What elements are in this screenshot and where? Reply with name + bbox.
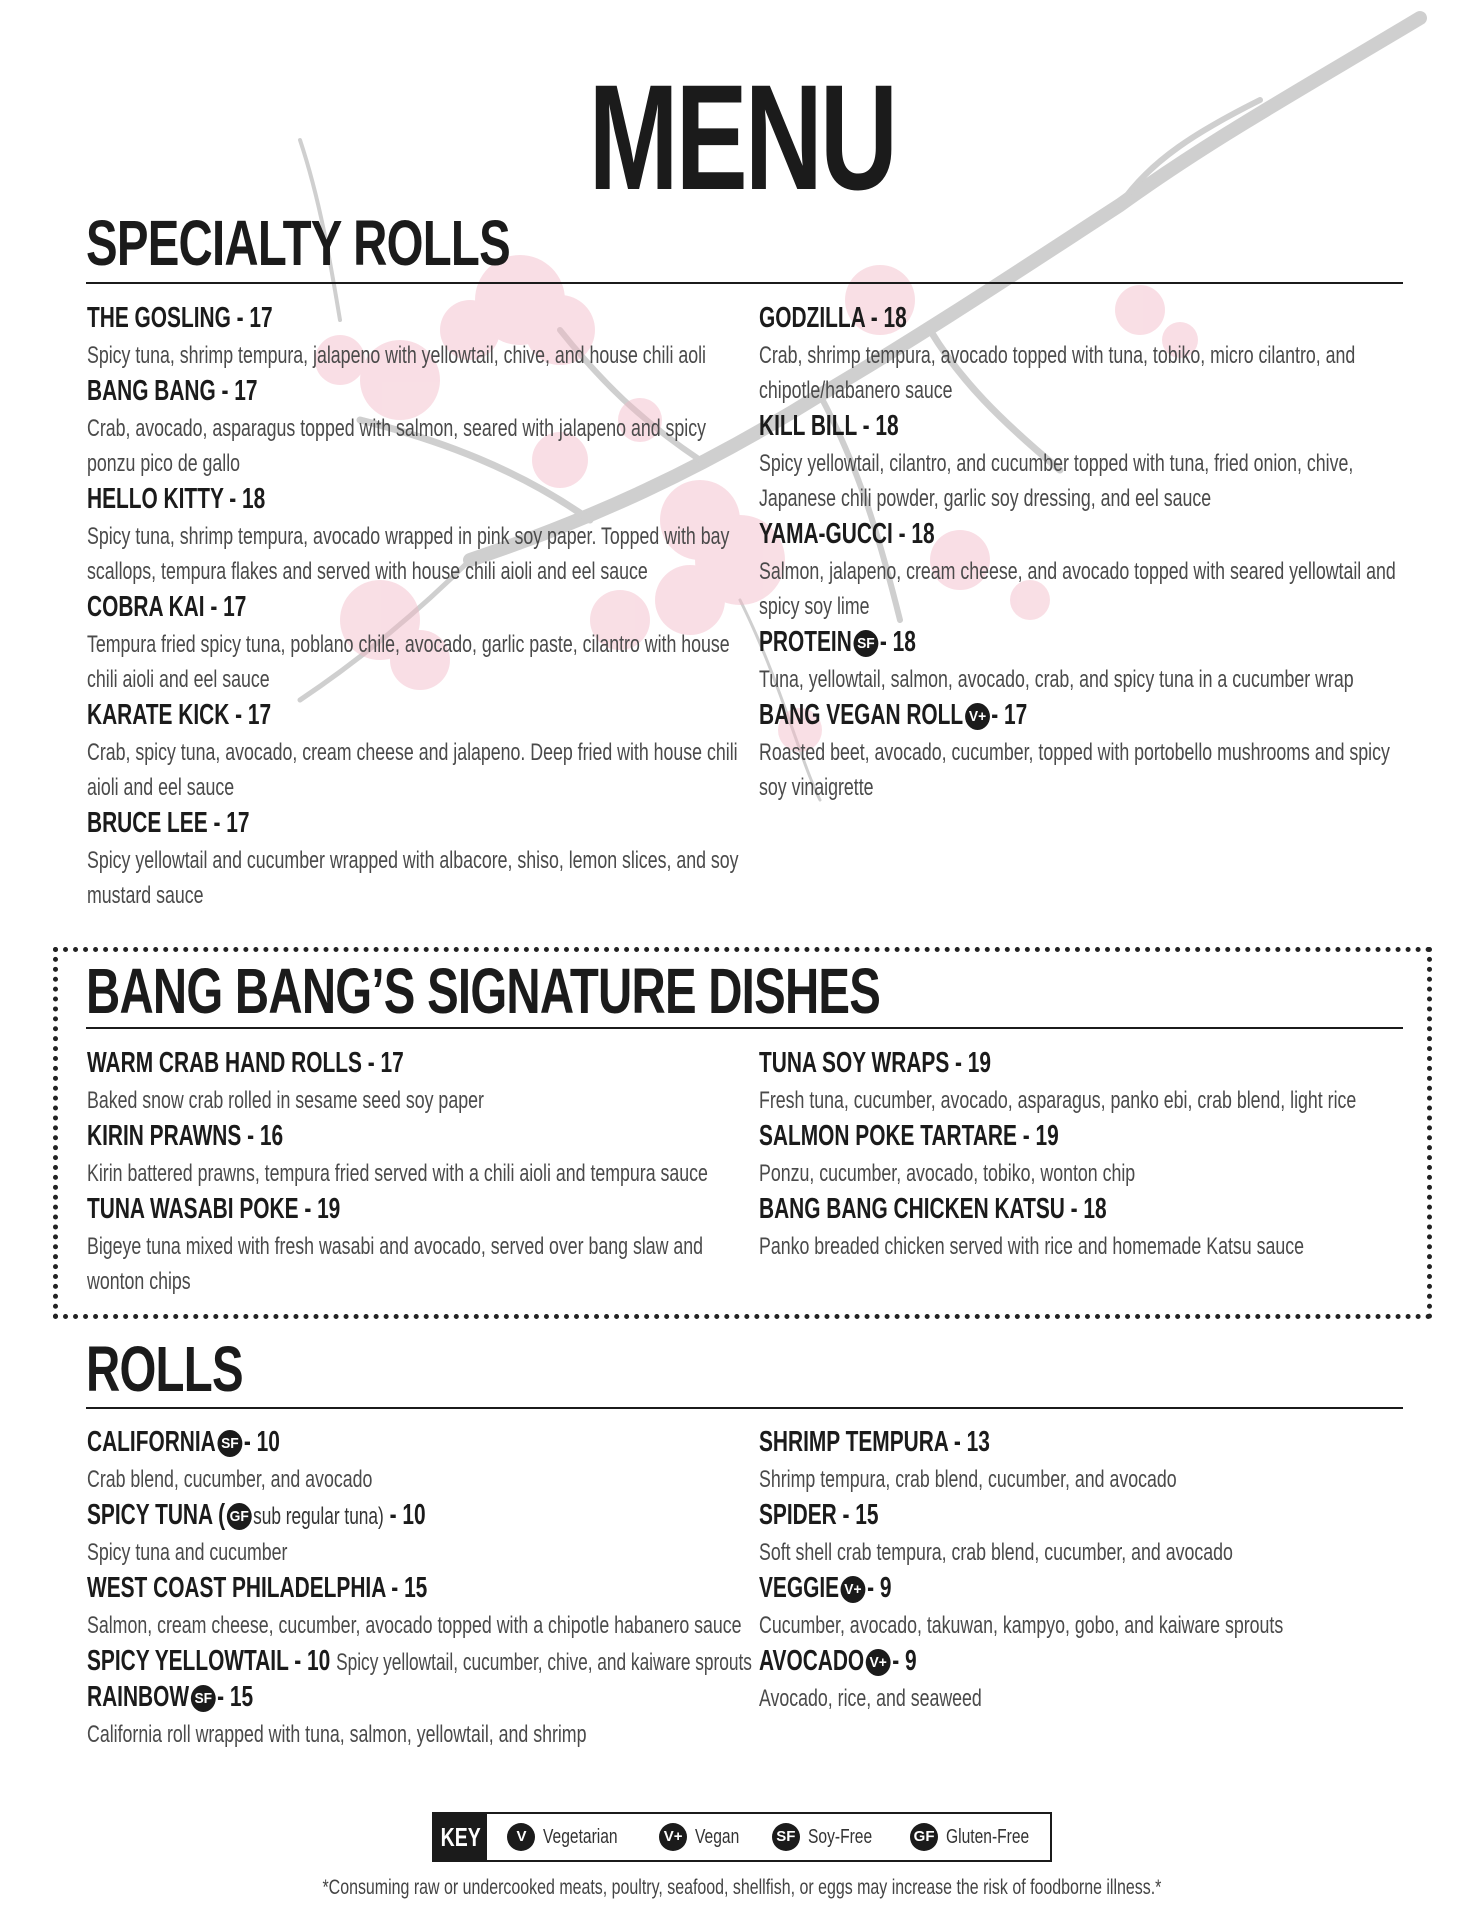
menu-item: [759, 1643, 1399, 1716]
item-title: KARATE KICK - 17: [87, 699, 272, 731]
item-title: YAMA-GUCCI - 18: [759, 518, 935, 550]
item-description-line: Ponzu, cucumber, avocado, tobiko, wonton chip: [759, 1160, 1136, 1187]
gluten-free-icon: GF: [227, 1503, 252, 1530]
menu-item-name: [759, 408, 1399, 446]
menu-item-name: [759, 1045, 1399, 1083]
menu-item-name: [87, 697, 727, 735]
menu-item-name: [759, 1497, 1399, 1535]
signature-dishes-left-column: [87, 1045, 727, 1299]
menu-item: [87, 1191, 727, 1299]
item-description-line: Avocado, rice, and seaweed: [759, 1685, 982, 1712]
key-item-gluten-free: GF Gluten-Free: [910, 1823, 1053, 1851]
menu-item-name: [87, 1045, 727, 1083]
vegan-icon: V+: [659, 1823, 687, 1851]
item-title: TUNA SOY WRAPS - 19: [759, 1047, 992, 1079]
item-description-line: scallops, tempura flakes and served with house chili aioli and eel sauce: [87, 558, 648, 585]
rolls-right-column: [759, 1424, 1399, 1716]
item-price: - 9: [867, 1572, 892, 1604]
item-title: THE GOSLING - 17: [87, 302, 273, 334]
item-description-line: Tempura fried spicy tuna, poblano chile, avocado, garlic paste, cilantro with house: [87, 631, 730, 658]
item-title: RAINBOW: [87, 1681, 190, 1713]
menu-item-name: [87, 1118, 727, 1156]
menu-item-name: [87, 1191, 727, 1229]
soy-free-icon: SF: [217, 1430, 242, 1457]
item-title: SPICY YELLOWTAIL - 10: [87, 1645, 331, 1677]
menu-item: [87, 373, 727, 481]
menu-item: [87, 1643, 767, 1681]
item-title: BANG BANG CHICKEN KATSU - 18: [759, 1193, 1107, 1225]
item-description-line: Spicy tuna, shrimp tempura, avocado wrapped in pink soy paper. Topped with bay: [87, 523, 730, 550]
item-description-line: Spicy yellowtail and cucumber wrapped with albacore, shiso, lemon slices, and soy: [87, 847, 739, 874]
item-title: SALMON POKE TARTARE - 19: [759, 1120, 1059, 1152]
menu-item-name: [87, 1570, 767, 1608]
menu-item: [87, 300, 727, 373]
item-price: - 10: [389, 1499, 426, 1531]
menu-item: [87, 1570, 767, 1643]
item-price: - 15: [217, 1681, 254, 1713]
menu-item: [759, 1191, 1399, 1264]
item-description-line: soy vinaigrette: [759, 774, 874, 801]
menu-item-name: [87, 589, 727, 627]
item-title: COBRA KAI - 17: [87, 591, 247, 623]
item-title: CALIFORNIA: [87, 1426, 216, 1458]
gluten-free-icon: GF: [910, 1823, 938, 1851]
item-description-line: Salmon, cream cheese, cucumber, avocado topped with a chipotle habanero sauce: [87, 1612, 742, 1639]
key-item-vegan: V+ Vegan: [659, 1823, 752, 1851]
item-title: GODZILLA - 18: [759, 302, 907, 334]
item-description-line: Crab, avocado, asparagus topped with salmon, seared with jalapeno and spicy: [87, 415, 707, 442]
dietary-key: [432, 1812, 1052, 1862]
menu-item-name: [759, 1191, 1399, 1229]
item-description-line: aioli and eel sauce: [87, 774, 235, 801]
menu-item: [87, 805, 739, 913]
item-description-line: Crab blend, cucumber, and avocado: [87, 1466, 373, 1493]
item-description: Spicy yellowtail, cucumber, chive, and kaiware sprouts: [336, 1649, 752, 1676]
item-description-line: wonton chips: [87, 1268, 191, 1295]
menu-item-name: [759, 624, 1399, 662]
menu-item: [759, 516, 1399, 624]
menu-item: [759, 1497, 1399, 1570]
menu-item-name: [759, 1643, 1399, 1681]
soy-free-icon: SF: [853, 630, 878, 657]
item-title: WARM CRAB HAND ROLLS - 17: [87, 1047, 404, 1079]
item-note: sub regular tuna): [253, 1503, 384, 1530]
menu-item-name: [87, 805, 727, 843]
section-divider: [86, 1407, 1403, 1409]
item-description-line: ponzu pico de gallo: [87, 450, 241, 477]
item-description-line: Soft shell crab tempura, crab blend, cucumber, and avocado: [759, 1539, 1233, 1566]
menu-item-name: [87, 373, 727, 411]
specialty-rolls-right-column: [759, 300, 1399, 805]
menu-item-name: [87, 300, 727, 338]
item-description-line: Baked snow crab rolled in sesame seed soy paper: [87, 1087, 484, 1114]
item-title: BANG BANG - 17: [87, 375, 258, 407]
item-title: VEGGIE: [759, 1572, 840, 1604]
item-title: HELLO KITTY - 18: [87, 483, 266, 515]
rolls-left-column: [87, 1424, 767, 1752]
item-description-line: spicy soy lime: [759, 593, 870, 620]
item-description-line: Shrimp tempura, crab blend, cucumber, and avocado: [759, 1466, 1177, 1493]
item-description-line: mustard sauce: [87, 882, 204, 909]
menu-item-name: [759, 697, 1399, 735]
item-price: - 17: [991, 699, 1028, 731]
menu-item: [759, 1570, 1399, 1643]
item-price: - 10: [243, 1426, 280, 1458]
menu-item: [87, 1118, 727, 1191]
menu-item: [87, 1424, 767, 1497]
menu-item: [87, 1045, 727, 1118]
menu-item-name: [87, 1679, 767, 1717]
item-title: SPICY TUNA (: [87, 1499, 226, 1531]
item-title: AVOCADO: [759, 1645, 865, 1677]
menu-item-name: [759, 1118, 1399, 1156]
section-divider: [86, 1027, 1403, 1029]
item-description-line: Fresh tuna, cucumber, avocado, asparagus, panko ebi, crab blend, light rice: [759, 1087, 1357, 1114]
menu-item-name: [87, 481, 727, 519]
menu-item-name: [759, 1424, 1399, 1462]
menu-item-name: [87, 1497, 767, 1535]
soy-free-icon: SF: [191, 1685, 216, 1712]
menu-item: [759, 1118, 1399, 1191]
item-description-line: Panko breaded chicken served with rice and homemade Katsu sauce: [759, 1233, 1304, 1260]
menu-item-name: [759, 516, 1399, 554]
item-title: WEST COAST PHILADELPHIA - 15: [87, 1572, 428, 1604]
item-title: BRUCE LEE - 17: [87, 807, 250, 839]
item-description-line: Spicy yellowtail, cilantro, and cucumber topped with tuna, fried onion, chive,: [759, 450, 1354, 477]
item-price: - 9: [892, 1645, 917, 1677]
item-title: BANG VEGAN ROLL: [759, 699, 964, 731]
menu-item-name: [87, 1643, 767, 1681]
item-title: KIRIN PRAWNS - 16: [87, 1120, 284, 1152]
item-description-line: Kirin battered prawns, tempura fried served with a chili aioli and tempura sauce: [87, 1160, 708, 1187]
item-title: SPIDER - 15: [759, 1499, 879, 1531]
item-description-line: Bigeye tuna mixed with fresh wasabi and avocado, served over bang slaw and: [87, 1233, 704, 1260]
specialty-rolls-left-column: [87, 300, 739, 913]
menu-item: [87, 589, 730, 697]
vegan-icon: V+: [841, 1576, 866, 1603]
item-description-line: Cucumber, avocado, takuwan, kampyo, gobo, and kaiware sprouts: [759, 1612, 1284, 1639]
item-title: SHRIMP TEMPURA - 13: [759, 1426, 990, 1458]
menu-item: [759, 624, 1399, 697]
menu-item-name: [87, 1424, 767, 1462]
item-title: PROTEIN: [759, 626, 852, 658]
menu-item: [759, 300, 1399, 408]
menu-item: [759, 697, 1399, 805]
item-description-line: California roll wrapped with tuna, salmon, yellowtail, and shrimp: [87, 1721, 587, 1748]
vegetarian-icon: V: [507, 1823, 535, 1851]
item-description-line: Salmon, jalapeno, cream cheese, and avocado topped with seared yellowtail and: [759, 558, 1396, 585]
item-description-line: chili aioli and eel sauce: [87, 666, 270, 693]
item-description-line: Roasted beet, avocado, cucumber, topped with portobello mushrooms and spicy: [759, 739, 1390, 766]
menu-item: [87, 481, 730, 589]
menu-item: [759, 1424, 1399, 1497]
section-heading-rolls: ROLLS: [86, 1333, 243, 1405]
item-description-line: chipotle/habanero sauce: [759, 377, 953, 404]
item-price: - 18: [879, 626, 916, 658]
section-heading-signature-dishes: BANG BANG’S SIGNATURE DISHES: [86, 955, 881, 1027]
item-title: KILL BILL - 18: [759, 410, 899, 442]
section-divider: [86, 282, 1403, 284]
soy-free-icon: SF: [772, 1823, 800, 1851]
menu-item: [87, 697, 738, 805]
item-description-line: Spicy tuna and cucumber: [87, 1539, 288, 1566]
food-safety-footnote: *Consuming raw or undercooked meats, poultry, seafood, shellfish, or eggs may increase the risk of foodborne illness.*: [322, 1876, 1162, 1899]
menu-item-name: [759, 300, 1399, 338]
item-description-line: Crab, shrimp tempura, avocado topped with tuna, tobiko, micro cilantro, and: [759, 342, 1356, 369]
menu-item: [759, 408, 1399, 516]
menu-item: [759, 1045, 1399, 1118]
key-label: KEY: [434, 1814, 487, 1860]
vegan-icon: V+: [965, 703, 990, 730]
section-heading-specialty-rolls: SPECIALTY ROLLS: [86, 207, 510, 279]
menu-item-name: [759, 1570, 1399, 1608]
item-title: TUNA WASABI POKE - 19: [87, 1193, 341, 1225]
menu-title: MENU: [588, 53, 896, 221]
item-description-line: Crab, spicy tuna, avocado, cream cheese and jalapeno. Deep fried with house chili: [87, 739, 738, 766]
key-item-soy-free: SF Soy-Free: [772, 1823, 890, 1851]
item-description-line: Tuna, yellowtail, salmon, avocado, crab, and spicy tuna in a cucumber wrap: [759, 666, 1354, 693]
key-item-vegetarian: V Vegetarian: [507, 1823, 639, 1851]
menu-item: [87, 1497, 767, 1570]
item-description-line: Japanese chili powder, garlic soy dressing, and eel sauce: [759, 485, 1212, 512]
vegan-icon: V+: [866, 1649, 891, 1676]
item-description-line: Spicy tuna, shrimp tempura, jalapeno with yellowtail, chive, and house chili aoli: [87, 342, 706, 369]
signature-dishes-right-column: [759, 1045, 1399, 1264]
menu-item: [87, 1679, 767, 1752]
